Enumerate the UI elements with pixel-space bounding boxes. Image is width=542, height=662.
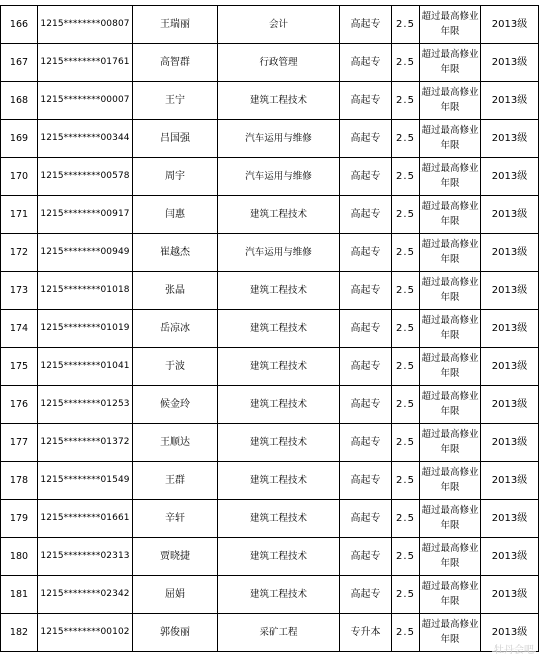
education-level-cell: 高起专 [340, 538, 392, 576]
major-cell: 建筑工程技术 [218, 462, 340, 500]
education-level-cell: 高起专 [340, 424, 392, 462]
student-name-cell: 张晶 [133, 272, 218, 310]
education-level-cell: 高起专 [340, 6, 392, 44]
major-cell: 建筑工程技术 [218, 500, 340, 538]
grade-year-cell: 2013级 [481, 272, 539, 310]
education-level-cell: 高起专 [340, 120, 392, 158]
student-name-cell: 王群 [133, 462, 218, 500]
table-row [1, 234, 539, 272]
major-cell: 汽车运用与维修 [218, 234, 340, 272]
table-row [1, 196, 539, 234]
status-reason-cell: 超过最高修业年限 [420, 272, 481, 310]
student-id-cell: 1215********02342 [38, 576, 133, 614]
row-index-cell: 171 [1, 196, 38, 234]
grade-year-cell: 2013级 [481, 158, 539, 196]
study-years-cell: 2.5 [392, 462, 420, 500]
table-row [1, 310, 539, 348]
row-index-cell: 170 [1, 158, 38, 196]
study-years-cell: 2.5 [392, 82, 420, 120]
student-id-cell: 1215********01018 [38, 272, 133, 310]
table-row [1, 386, 539, 424]
row-index-cell: 179 [1, 500, 38, 538]
row-index-cell: 177 [1, 424, 38, 462]
grade-year-cell: 2013级 [481, 500, 539, 538]
row-index-cell: 181 [1, 576, 38, 614]
row-index-cell: 167 [1, 44, 38, 82]
education-level-cell: 高起专 [340, 386, 392, 424]
status-reason-cell: 超过最高修业年限 [420, 538, 481, 576]
major-cell: 会计 [218, 6, 340, 44]
row-index-cell: 166 [1, 6, 38, 44]
status-reason-cell: 超过最高修业年限 [420, 348, 481, 386]
student-name-cell: 吕国强 [133, 120, 218, 158]
row-index-cell: 169 [1, 120, 38, 158]
major-cell: 建筑工程技术 [218, 386, 340, 424]
education-level-cell: 高起专 [340, 272, 392, 310]
education-level-cell: 高起专 [340, 44, 392, 82]
row-index-cell: 172 [1, 234, 38, 272]
student-name-cell: 屈娟 [133, 576, 218, 614]
grade-year-cell: 2013级 [481, 44, 539, 82]
major-cell: 建筑工程技术 [218, 348, 340, 386]
study-years-cell: 2.5 [392, 614, 420, 652]
row-index-cell: 175 [1, 348, 38, 386]
study-years-cell: 2.5 [392, 576, 420, 614]
grade-year-cell: 2013级 [481, 234, 539, 272]
education-level-cell: 高起专 [340, 500, 392, 538]
education-level-cell: 高起专 [340, 158, 392, 196]
status-reason-cell: 超过最高修业年限 [420, 462, 481, 500]
table-row [1, 538, 539, 576]
row-index-cell: 178 [1, 462, 38, 500]
study-years-cell: 2.5 [392, 6, 420, 44]
status-reason-cell: 超过最高修业年限 [420, 44, 481, 82]
student-id-cell: 1215********01019 [38, 310, 133, 348]
student-id-cell: 1215********02313 [38, 538, 133, 576]
education-level-cell: 高起专 [340, 310, 392, 348]
row-index-cell: 174 [1, 310, 38, 348]
grade-year-cell: 2013级 [481, 82, 539, 120]
study-years-cell: 2.5 [392, 500, 420, 538]
student-name-cell: 王顺达 [133, 424, 218, 462]
major-cell: 建筑工程技术 [218, 196, 340, 234]
row-index-cell: 180 [1, 538, 38, 576]
student-id-cell: 1215********00917 [38, 196, 133, 234]
education-level-cell: 专升本 [340, 614, 392, 652]
student-table-sheet [0, 5, 538, 652]
study-years-cell: 2.5 [392, 120, 420, 158]
student-id-cell: 1215********00007 [38, 82, 133, 120]
table-row [1, 500, 539, 538]
table-row [1, 120, 539, 158]
status-reason-cell: 超过最高修业年限 [420, 234, 481, 272]
major-cell: 汽车运用与维修 [218, 158, 340, 196]
study-years-cell: 2.5 [392, 538, 420, 576]
table-row [1, 348, 539, 386]
row-index-cell: 176 [1, 386, 38, 424]
status-reason-cell: 超过最高修业年限 [420, 576, 481, 614]
table-row [1, 82, 539, 120]
table-row [1, 6, 539, 44]
major-cell: 建筑工程技术 [218, 82, 340, 120]
table-row [1, 576, 539, 614]
major-cell: 建筑工程技术 [218, 576, 340, 614]
status-reason-cell: 超过最高修业年限 [420, 500, 481, 538]
status-reason-cell: 超过最高修业年限 [420, 120, 481, 158]
table-row [1, 462, 539, 500]
study-years-cell: 2.5 [392, 386, 420, 424]
status-reason-cell: 超过最高修业年限 [420, 310, 481, 348]
table-row [1, 272, 539, 310]
student-id-cell: 1215********01372 [38, 424, 133, 462]
watermark: 牡丹会吧 [492, 641, 536, 656]
study-years-cell: 2.5 [392, 44, 420, 82]
major-cell: 建筑工程技术 [218, 424, 340, 462]
grade-year-cell: 2013级 [481, 120, 539, 158]
student-id-cell: 1215********01661 [38, 500, 133, 538]
student-name-cell: 周宇 [133, 158, 218, 196]
table-row [1, 158, 539, 196]
student-name-cell: 候金玲 [133, 386, 218, 424]
study-years-cell: 2.5 [392, 234, 420, 272]
student-table [0, 5, 539, 652]
student-id-cell: 1215********01253 [38, 386, 133, 424]
student-name-cell: 王宁 [133, 82, 218, 120]
table-body [1, 6, 539, 652]
student-id-cell: 1215********00102 [38, 614, 133, 652]
status-reason-cell: 超过最高修业年限 [420, 424, 481, 462]
student-id-cell: 1215********00344 [38, 120, 133, 158]
grade-year-cell: 2013级 [481, 614, 539, 652]
student-name-cell: 贾晓捷 [133, 538, 218, 576]
student-name-cell: 高智群 [133, 44, 218, 82]
student-name-cell: 岳凉冰 [133, 310, 218, 348]
status-reason-cell: 超过最高修业年限 [420, 6, 481, 44]
table-row [1, 44, 539, 82]
table-row [1, 614, 539, 652]
grade-year-cell: 2013级 [481, 424, 539, 462]
study-years-cell: 2.5 [392, 158, 420, 196]
row-index-cell: 182 [1, 614, 38, 652]
grade-year-cell: 2013级 [481, 576, 539, 614]
student-id-cell: 1215********01041 [38, 348, 133, 386]
grade-year-cell: 2013级 [481, 386, 539, 424]
major-cell: 行政管理 [218, 44, 340, 82]
table-row [1, 424, 539, 462]
education-level-cell: 高起专 [340, 348, 392, 386]
grade-year-cell: 2013级 [481, 538, 539, 576]
status-reason-cell: 超过最高修业年限 [420, 614, 481, 652]
student-id-cell: 1215********01761 [38, 44, 133, 82]
status-reason-cell: 超过最高修业年限 [420, 82, 481, 120]
major-cell: 汽车运用与维修 [218, 120, 340, 158]
study-years-cell: 2.5 [392, 424, 420, 462]
study-years-cell: 2.5 [392, 310, 420, 348]
education-level-cell: 高起专 [340, 234, 392, 272]
grade-year-cell: 2013级 [481, 196, 539, 234]
student-name-cell: 于波 [133, 348, 218, 386]
status-reason-cell: 超过最高修业年限 [420, 386, 481, 424]
row-index-cell: 173 [1, 272, 38, 310]
study-years-cell: 2.5 [392, 196, 420, 234]
education-level-cell: 高起专 [340, 82, 392, 120]
student-id-cell: 1215********00807 [38, 6, 133, 44]
education-level-cell: 高起专 [340, 576, 392, 614]
education-level-cell: 高起专 [340, 462, 392, 500]
student-name-cell: 闫惠 [133, 196, 218, 234]
grade-year-cell: 2013级 [481, 310, 539, 348]
major-cell: 建筑工程技术 [218, 538, 340, 576]
student-id-cell: 1215********00949 [38, 234, 133, 272]
row-index-cell: 168 [1, 82, 38, 120]
major-cell: 建筑工程技术 [218, 310, 340, 348]
student-name-cell: 崔越杰 [133, 234, 218, 272]
grade-year-cell: 2013级 [481, 6, 539, 44]
status-reason-cell: 超过最高修业年限 [420, 158, 481, 196]
student-id-cell: 1215********01549 [38, 462, 133, 500]
student-id-cell: 1215********00578 [38, 158, 133, 196]
education-level-cell: 高起专 [340, 196, 392, 234]
major-cell: 建筑工程技术 [218, 272, 340, 310]
student-name-cell: 郭俊丽 [133, 614, 218, 652]
grade-year-cell: 2013级 [481, 462, 539, 500]
grade-year-cell: 2013级 [481, 348, 539, 386]
status-reason-cell: 超过最高修业年限 [420, 196, 481, 234]
student-name-cell: 辛轩 [133, 500, 218, 538]
study-years-cell: 2.5 [392, 272, 420, 310]
study-years-cell: 2.5 [392, 348, 420, 386]
major-cell: 采矿工程 [218, 614, 340, 652]
student-name-cell: 王瑞丽 [133, 6, 218, 44]
